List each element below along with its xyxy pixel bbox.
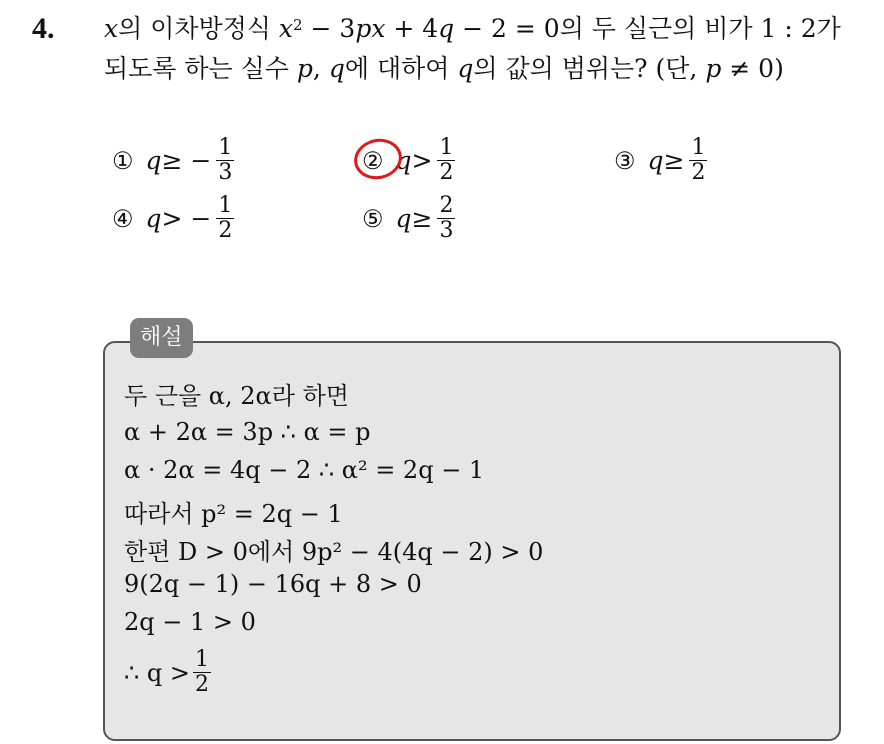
question-stem-line-1: x의 이차방정식 $x^2 - 3px + 4q - 2 = 0$의 두 실근의 비가 1 : 2가 [104, 14, 841, 43]
solution-line-5: 한편 D > 0에서 9p² − 4(4q − 2) > 0 [124, 538, 544, 566]
solution-line-4: 따라서 p² = 2q − 1 [124, 500, 343, 528]
question-number: 4. [32, 12, 55, 45]
solution-line-6: 9(2q − 1) − 16q + 8 > 0 [124, 570, 422, 598]
choice-3-marker: ③ [614, 146, 636, 175]
solution-line-2: α + 2α = 3p ∴ α = p [124, 418, 371, 446]
choice-2[interactable]: ② q > $\frac{1}{2}$ [362, 135, 454, 185]
choice-4-marker: ④ [112, 204, 134, 233]
question-stem-line-2: 되도록 하는 실수 p, q에 대하여 q의 값의 범위는? (단, p ≠ 0) [104, 54, 784, 83]
choice-5-fraction: $\frac{2}{3}$ [439, 193, 454, 243]
choice-2-fraction: $\frac{1}{2}$ [439, 135, 454, 185]
choice-1-marker: ① [112, 146, 134, 175]
choice-1-fraction: $\frac{1}{3}$ [218, 135, 233, 185]
solution-conclusion: ∴ q > $\frac{1}{2}$ [124, 647, 209, 697]
choice-5-marker: ⑤ [362, 204, 384, 233]
solution-line-1: 두 근을 α, 2α라 하면 [124, 382, 349, 410]
solution-line-7: 2q − 1 > 0 [124, 608, 256, 636]
choice-1[interactable]: ① q ≥ − $\frac{1}{3}$ [112, 135, 233, 185]
choice-3[interactable]: ③ q ≥ $\frac{1}{2}$ [614, 135, 706, 185]
choice-4[interactable]: ④ q > − $\frac{1}{2}$ [112, 193, 233, 243]
solution-tag: 해설 [130, 318, 193, 358]
solution-line-3: α · 2α = 4q − 2 ∴ α² = 2q − 1 [124, 456, 485, 484]
solution-conclusion-fraction: $\frac{1}{2}$ [195, 647, 209, 697]
choice-5[interactable]: ⑤ q ≥ $\frac{2}{3}$ [362, 193, 454, 243]
choice-2-marker: ② [362, 146, 384, 175]
choice-3-fraction: $\frac{1}{2}$ [691, 135, 706, 185]
choice-4-fraction: $\frac{1}{2}$ [218, 193, 233, 243]
